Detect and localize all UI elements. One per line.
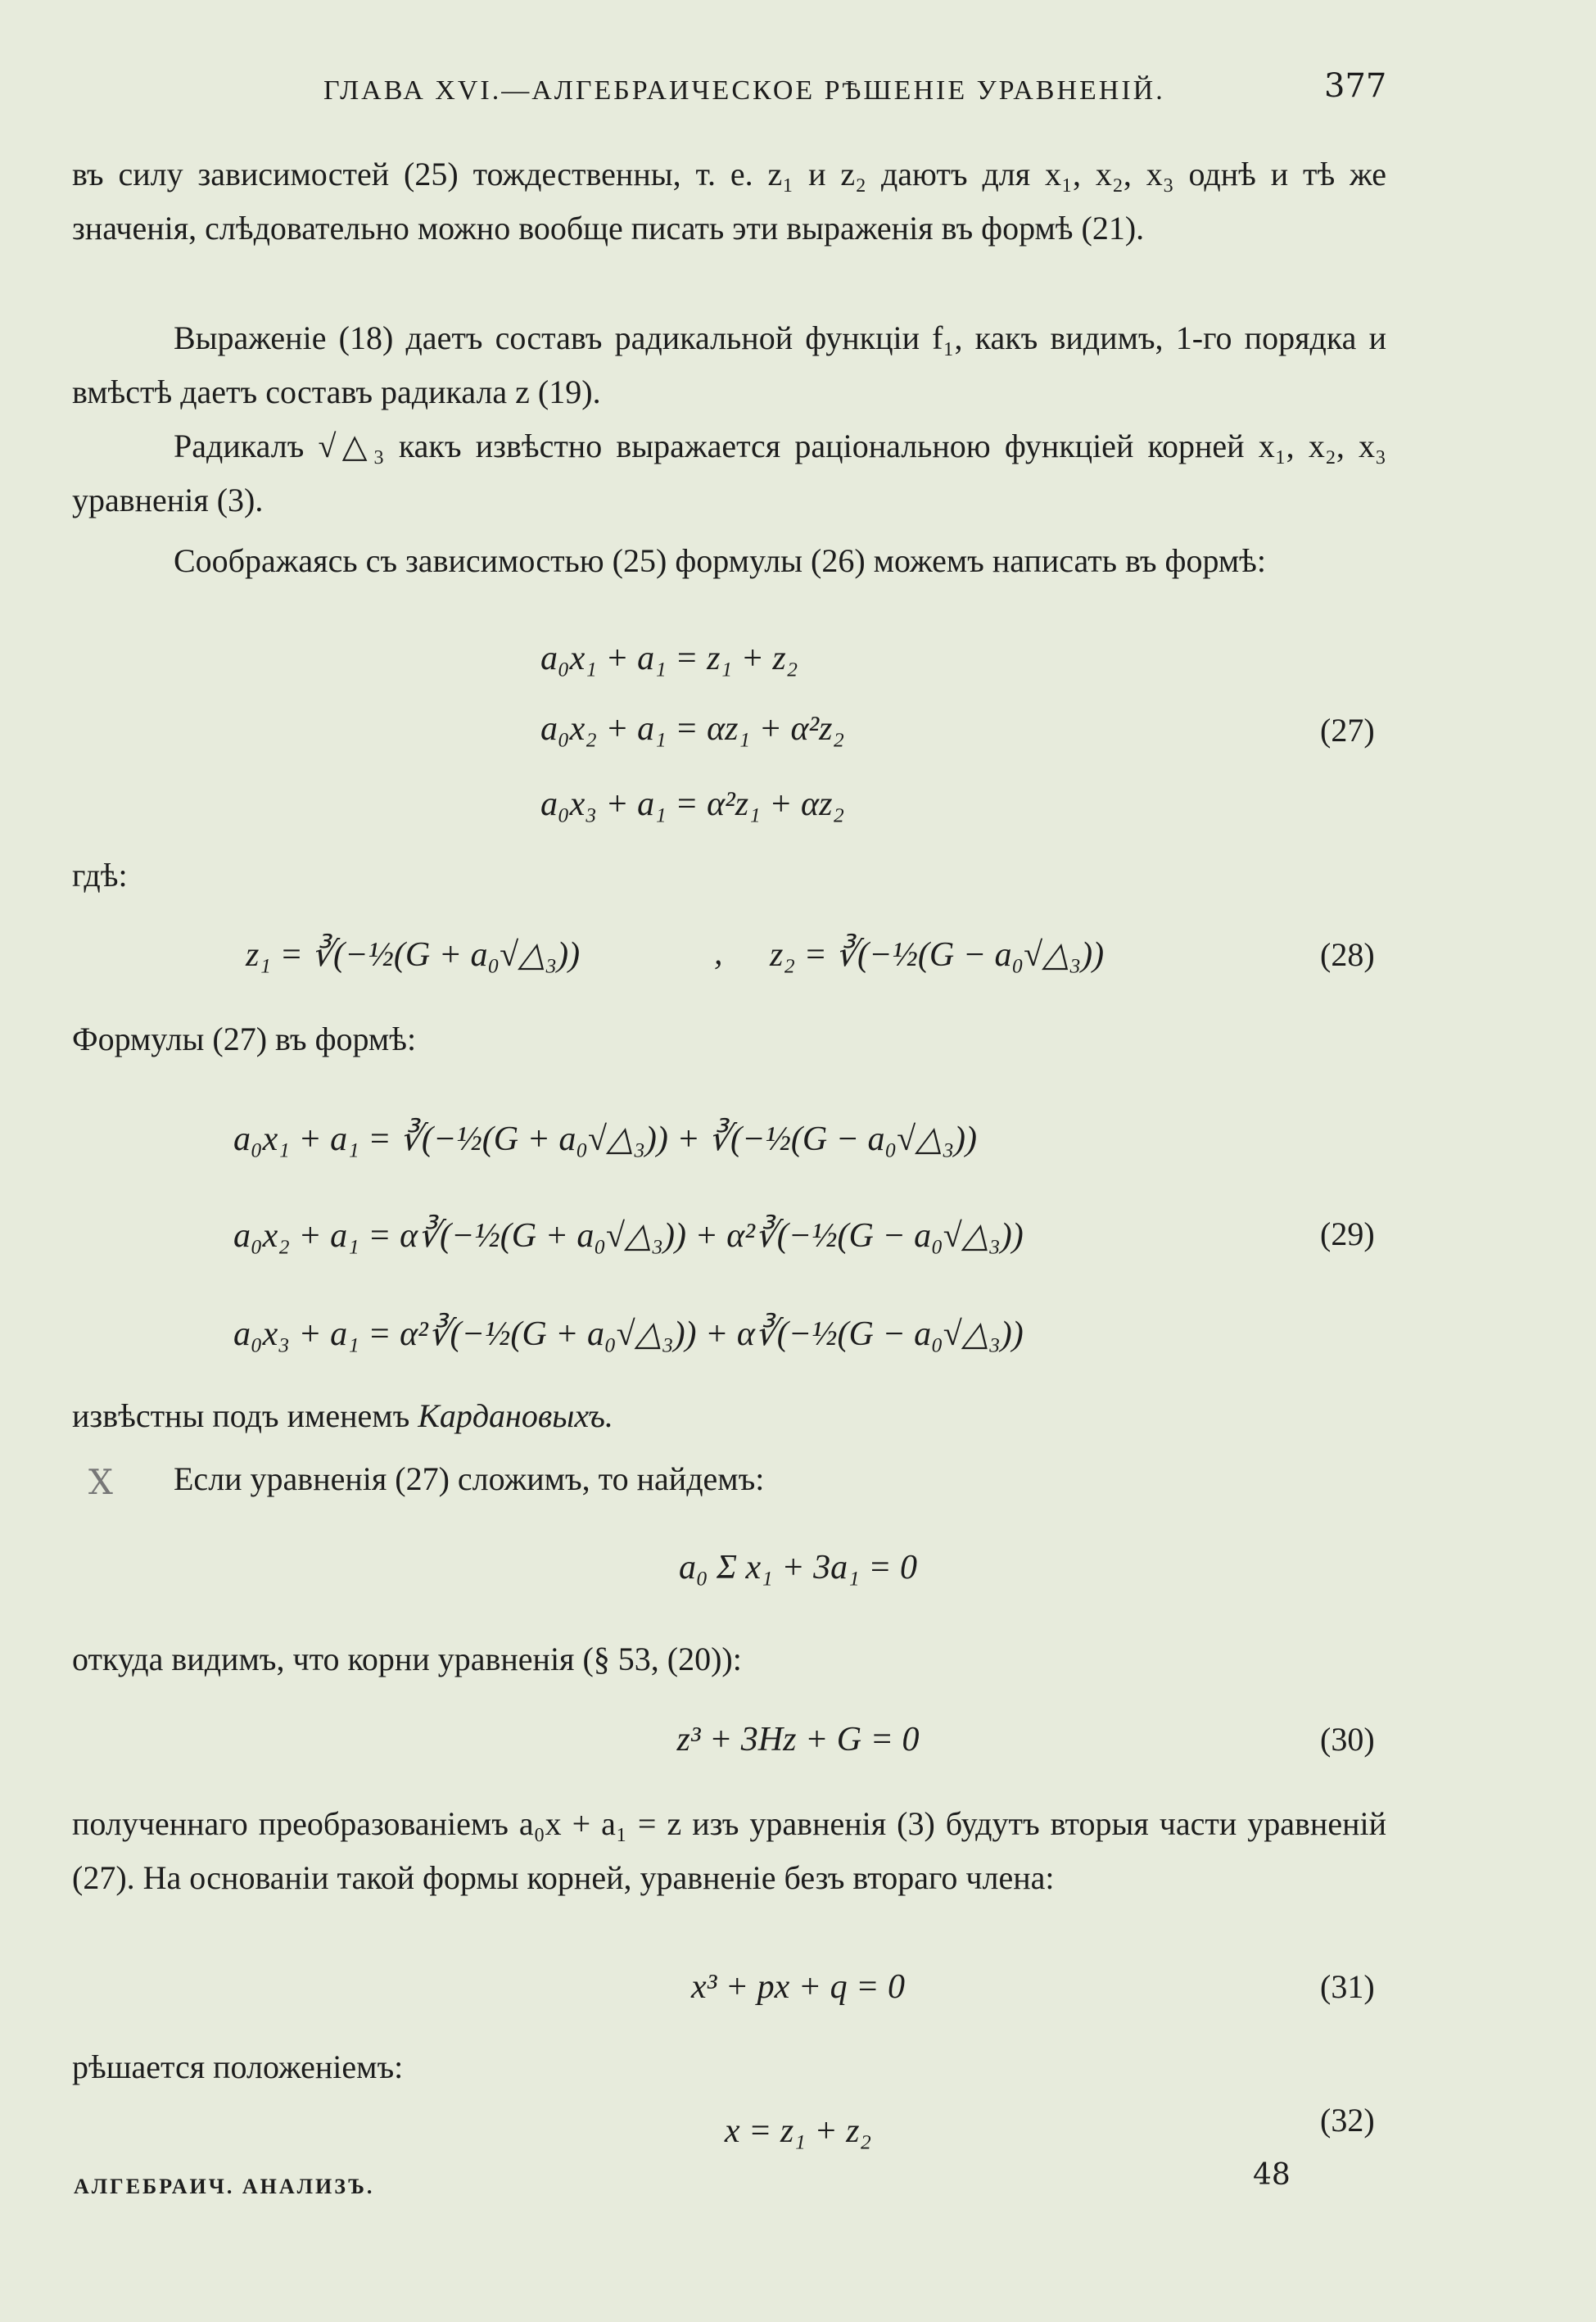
equation-29a: a₀x₁ + a₁ = ∛(−½(G + a₀√△₃)) + ∛(−½(G − a₀√△₃)) bbox=[233, 1120, 978, 1158]
formulas-label: Формулы (27) въ формѣ: bbox=[72, 1021, 417, 1057]
equation-28-separator: , bbox=[714, 935, 723, 972]
paragraph-5: Если уравненія (27) сложимъ, то найдемъ: bbox=[174, 1460, 765, 1497]
solved-by-label: рѣшается положеніемъ: bbox=[72, 2048, 404, 2085]
signature-mark: 48 bbox=[1253, 2158, 1291, 2192]
whence-sentence: откуда видимъ, что корни уравненія (§ 53, (20)): bbox=[72, 1641, 742, 1677]
equation-number-27: (27) bbox=[1320, 712, 1375, 749]
running-head bbox=[0, 67, 1596, 116]
equation-27b: a₀x₂ + a₁ = αz₁ + α²z₂ bbox=[540, 710, 845, 748]
equation-32: x = z₁ + z₂ bbox=[724, 2112, 872, 2150]
equation-number-31: (31) bbox=[1320, 1968, 1375, 2005]
equation-31: x³ + px + q = 0 bbox=[691, 1968, 905, 2006]
equation-27c: a₀x₃ + a₁ = α²z₁ + αz₂ bbox=[540, 785, 845, 823]
equation-29c: a₀x₃ + a₁ = α²∛(−½(G + a₀√△₃)) + α∛(−½(G − a₀√△₃)) bbox=[233, 1315, 1024, 1353]
equation-number-29: (29) bbox=[1320, 1215, 1375, 1252]
paragraph-6: полученнаго преобразованіемъ a₀x + a₁ = z изъ уравненія (3) будутъ вторыя части уравненій (27). На основаніи такой формы корней, уравненіе безъ втораго члена: bbox=[72, 1805, 1386, 1896]
paragraph-2: Выраженіе (18) даетъ составъ радикальной функціи f₁, какъ видимъ, 1-го порядка и вмѣстѣ даетъ составъ радикала z (19). bbox=[72, 319, 1386, 410]
equation-29b: a₀x₂ + a₁ = α∛(−½(G + a₀√△₃)) + α²∛(−½(G − a₀√△₃)) bbox=[233, 1217, 1024, 1255]
equation-number-30: (30) bbox=[1320, 1721, 1375, 1758]
footer-title: АЛГЕБРАИЧ. АНАЛИЗЪ. bbox=[74, 2175, 375, 2198]
margin-mark: X bbox=[88, 1462, 113, 1502]
cardano-sentence bbox=[72, 1396, 613, 1435]
equation-28a: z₁ = ∛(−½(G + a₀√△₃)) bbox=[246, 936, 581, 974]
chapter-title: ГЛАВА XVI.—АЛГЕБРАИЧЕСКОЕ РѢШЕНІЕ УРАВНЕНІЙ. bbox=[323, 75, 1165, 106]
paragraph-1: въ силу зависимостей (25) тождественны, т. е. z₁ и z₂ даютъ для x₁, x₂, x₃ однѣ и тѣ же значенія, слѣдовательно можно вообще писать эти выраженія въ формѣ (21). bbox=[72, 156, 1386, 247]
equation-sum: a₀ Σ x₁ + 3a₁ = 0 bbox=[678, 1549, 918, 1586]
page-number: 377 bbox=[1324, 67, 1387, 105]
equation-number-28: (28) bbox=[1320, 936, 1375, 973]
equation-number-32: (32) bbox=[1320, 2102, 1375, 2139]
equation-28b: z₂ = ∛(−½(G − a₀√△₃)) bbox=[770, 936, 1105, 974]
paragraph-3: Радикалъ √△₃ какъ извѣстно выражается раціональною функціей корней x₁, x₂, x₃ уравненія (3). bbox=[72, 428, 1386, 518]
cardano-prefix: извѣстны подъ именемъ bbox=[72, 1397, 410, 1434]
where-label: гдѣ: bbox=[72, 857, 128, 894]
cardano-name: Каpдановыхъ. bbox=[418, 1397, 613, 1434]
paragraph-4: Соображаясь съ зависимостью (25) формулы (26) можемъ написать въ формѣ: bbox=[174, 542, 1267, 579]
equation-27a: a₀x₁ + a₁ = z₁ + z₂ bbox=[540, 640, 798, 677]
equation-30: z³ + 3Hz + G = 0 bbox=[676, 1721, 920, 1758]
